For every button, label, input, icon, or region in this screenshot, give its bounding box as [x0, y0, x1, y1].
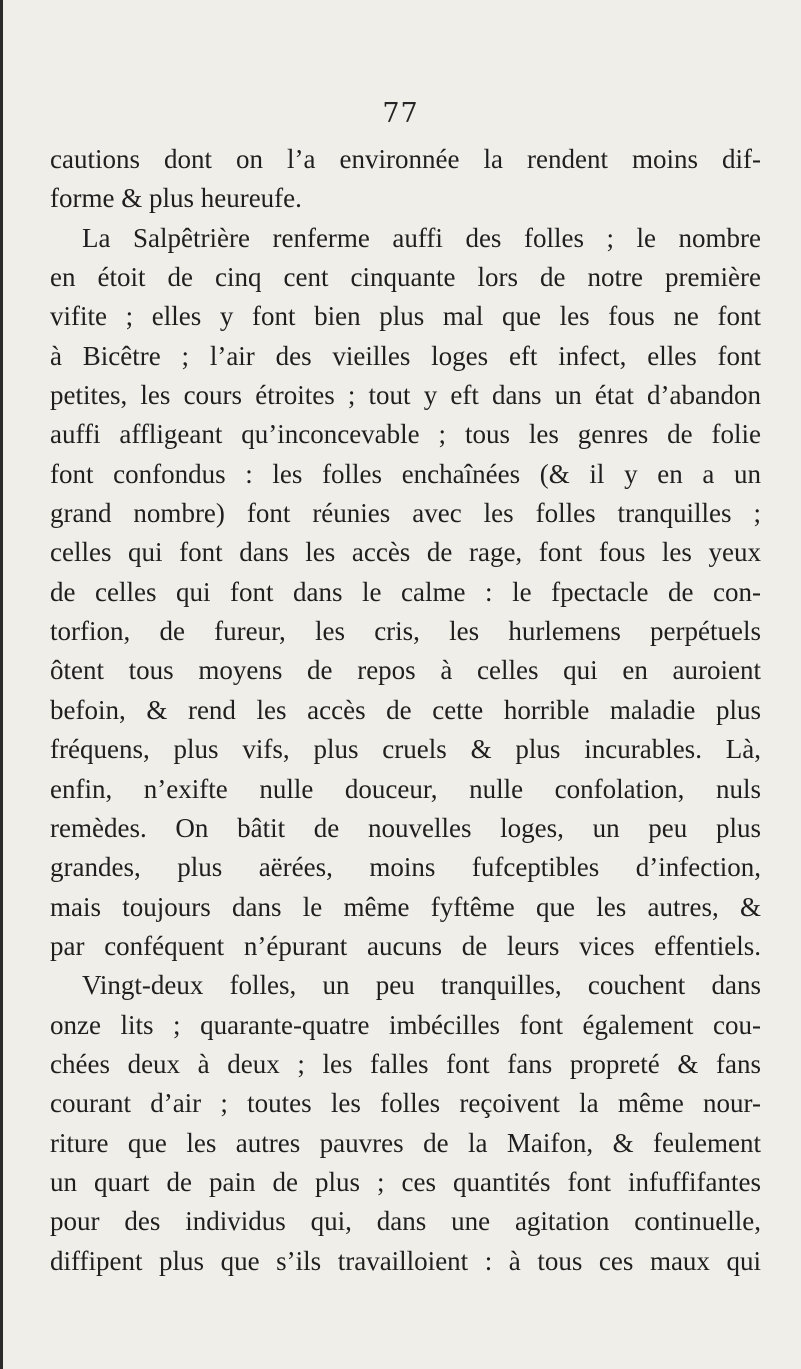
text-line: chées deux à deux ; les falles font fans propreté & fans [50, 1048, 761, 1079]
text-line: fréquens, plus vifs, plus cruels & plus incurables. Là, [50, 734, 761, 765]
text-line: Vingt-deux folles, un peu tranquilles, couchent dans [82, 970, 761, 1001]
text-line: de celles qui font dans le calme : le fpectacle de con- [50, 576, 761, 607]
text-line: ôtent tous moyens de repos à celles qui en auroient [50, 655, 761, 686]
text-line: en étoit de cinq cent cinquante lors de notre première [50, 262, 761, 293]
text-line: à Bicêtre ; l’air des vieilles loges eft infect, elles font [50, 340, 761, 371]
text-line: celles qui font dans les accès de rage, font fous les yeux [50, 537, 761, 568]
text-line: onze lits ; quarante-quatre imbécilles font également cou- [50, 1009, 761, 1040]
text-line: torfion, de fureur, les cris, les hurlemens perpétuels [50, 616, 761, 647]
text-line: diffipent plus que s’ils travailloient : à tous ces maux qui [50, 1245, 761, 1276]
text-line: auffi affligeant qu’inconcevable ; tous les genres de folie [50, 419, 761, 450]
text-line: grandes, plus aërées, moins fufceptibles d’infection, [50, 852, 761, 883]
text-line: befoin, & rend les accès de cette horrible maladie plus [50, 694, 761, 725]
text-line: petites, les cours étroites ; tout y eft dans un état d’abandon [50, 380, 761, 411]
body-text [50, 140, 761, 1281]
text-line: remèdes. On bâtit de nouvelles loges, un peu plus [50, 812, 761, 843]
text-line: riture que les autres pauvres de la Maifon, & feulement [50, 1127, 761, 1158]
text-line: vifite ; elles y font bien plus mal que les fous ne font [50, 301, 761, 332]
text-line: font confondus : les folles enchaînées (& il y en a un [50, 458, 761, 489]
text-line: un quart de pain de plus ; ces quantités font infuffifantes [50, 1166, 761, 1197]
text-line: La Salpêtrière renferme auffi des folles ; le nombre [82, 222, 761, 253]
text-line: pour des individus qui, dans une agitation continuelle, [50, 1206, 761, 1237]
text-line: courant d’air ; toutes les folles reçoivent la même nour- [50, 1088, 761, 1119]
page-number: 77 [382, 98, 419, 129]
text-line: par conféquent n’épurant aucuns de leurs vices effentiels. [50, 930, 761, 961]
text-line: enfin, n’exifte nulle douceur, nulle confolation, nuls [50, 773, 761, 804]
text-line: cautions dont on l’a environnée la rendent moins dif- [50, 144, 761, 174]
page-edge-shadow [0, 0, 3, 1369]
text-line: grand nombre) font réunies avec les folles tranquilles ; [50, 498, 761, 529]
text-line: forme & plus heureufe. [50, 183, 302, 214]
text-line: mais toujours dans le même fyftême que les autres, & [50, 891, 761, 922]
